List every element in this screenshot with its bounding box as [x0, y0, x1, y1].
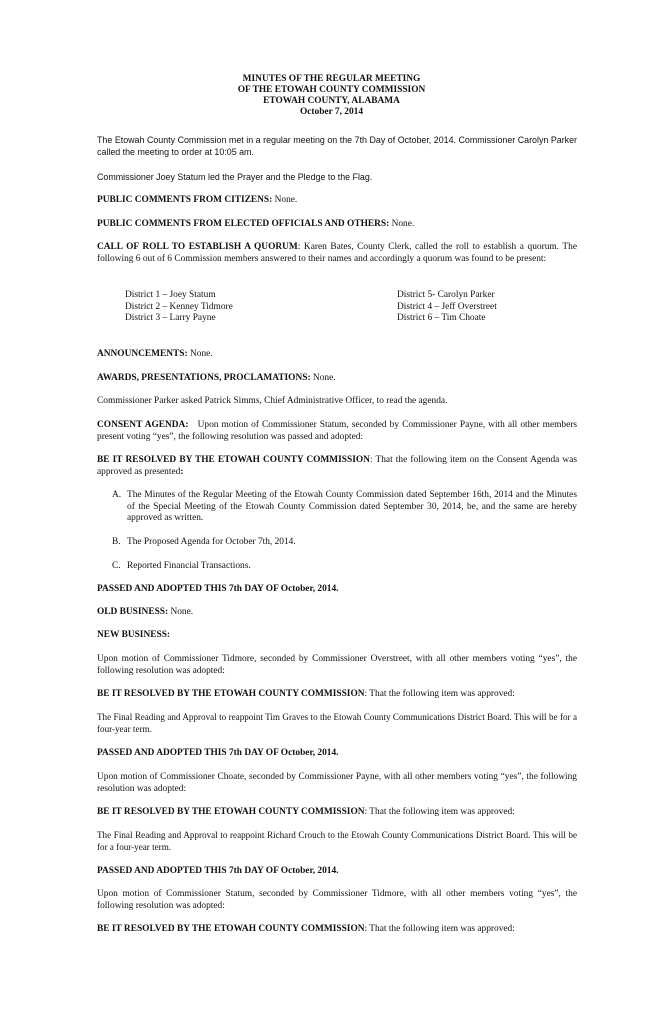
section-text: None. — [312, 373, 336, 383]
item-text: The Minutes of the Regular Meeting of the Etowah County Commission dated September 16th, 2014 and the Minutes of the Special Meeting of the Etowah County Commission dated September 30, 2014, be, and the same are hereby approved as written. — [127, 490, 577, 524]
item-1: The Final Reading and Approval to reappoint Tim Graves to the Etowah County Communications District Board. This will be for a four-year term. — [97, 712, 577, 734]
new-business-heading — [97, 630, 577, 642]
roll-left-column — [125, 290, 233, 325]
consent-item-a — [112, 490, 577, 525]
roll-entry: District 5- Carolyn Parker — [397, 290, 495, 300]
passed-1 — [97, 748, 577, 760]
section-label: CALL OF ROLL TO ESTABLISH A QUORUM — [97, 242, 298, 252]
section-label: AWARDS, PRESENTATIONS, PROCLAMATIONS: — [97, 373, 311, 383]
old-business — [97, 607, 577, 619]
item-letter: C. — [112, 561, 121, 571]
section-label: NEW BUSINESS: — [97, 630, 171, 640]
motion-3: Upon motion of Commissioner Statum, seconded by Commissioner Tidmore, with all other members voting “yes”, the following resolution was adopted: — [97, 889, 577, 911]
title-line-2: OF THE ETOWAH COUNTY COMMISSION — [237, 85, 426, 95]
section-label: CONSENT AGENDA: — [97, 420, 189, 430]
consent-agenda-paragraph — [97, 420, 577, 443]
awards — [97, 373, 577, 385]
roll-entry: District 6 – Tim Choate — [397, 313, 486, 324]
document-title — [0, 74, 663, 118]
resolution-label: BE IT RESOLVED BY THE ETOWAH COUNTY COMMISSION — [97, 924, 365, 934]
resolution-text: : That the following item was approved: — [364, 807, 515, 817]
passed-statement: PASSED AND ADOPTED THIS 7th DAY OF October, 2014. — [97, 748, 339, 758]
consent-item-c — [112, 561, 577, 573]
roll-right-column — [397, 290, 497, 325]
passed-statement: PASSED AND ADOPTED THIS 7th DAY OF October, 2014. — [97, 866, 339, 876]
item-letter: A. — [112, 490, 122, 500]
section-label: OLD BUSINESS: — [97, 607, 169, 617]
section-label: PUBLIC COMMENTS FROM ELECTED OFFICIALS AND OTHERS: — [97, 219, 390, 229]
title-line-3: ETOWAH COUNTY, ALABAMA — [263, 96, 400, 106]
resolution-text: : That the following item on the Consent Agenda was approved as presented — [97, 455, 577, 477]
item-text: The Proposed Agenda for October 7th, 2014. — [127, 537, 296, 547]
section-label: ANNOUNCEMENTS: — [97, 349, 188, 359]
resolution-1 — [97, 689, 577, 701]
resolution-label: BE IT RESOLVED BY THE ETOWAH COUNTY COMMISSION — [97, 689, 365, 699]
roll-entry: District 4 – Jeff Overstreet — [397, 301, 497, 312]
motion-1: Upon motion of Commissioner Tidmore, seconded by Commissioner Overstreet, with all other members voting “yes”, the following resolution was adopted: — [97, 654, 577, 676]
section-text: Upon motion of Commissioner Statum, seconded by Commissioner Payne, with all other members present voting “yes”, the following resolution was passed and adopted: — [97, 420, 578, 442]
title-line-1: MINUTES OF THE REGULAR MEETING — [242, 74, 421, 84]
public-comments-officials — [97, 219, 577, 231]
consent-resolution — [97, 455, 577, 478]
resolution-text: : That the following item was approved: — [364, 924, 515, 934]
roll-entry: District 3 – Larry Payne — [125, 313, 216, 324]
opening-paragraph: The Etowah County Commission met in a regular meeting on the 7th Day of October, 2014. Commissioner Carolyn Parker called the meeting to order at 10:05 am. — [97, 135, 577, 157]
resolution-colon: : — [180, 466, 184, 477]
section-text: None. — [170, 607, 194, 617]
roll-entry: District 2 – Kenney Tidmore — [125, 301, 233, 312]
agenda-read-paragraph: Commissioner Parker asked Patrick Simms, Chief Administrative Officer, to read the agenda. — [97, 396, 448, 406]
passed-2 — [97, 866, 577, 878]
item-letter: B. — [112, 537, 121, 547]
roll-call-paragraph — [97, 242, 577, 265]
section-label: PUBLIC COMMENTS FROM CITIZENS: — [97, 195, 273, 205]
item-2: The Final Reading and Approval to reappoint Richard Crouch to the Etowah County Communications District Board. This will be for a four-year term. — [97, 830, 577, 852]
resolution-2 — [97, 807, 577, 819]
resolution-text: : That the following item was approved: — [364, 689, 515, 699]
section-text: None. — [189, 349, 213, 359]
resolution-label: BE IT RESOLVED BY THE ETOWAH COUNTY COMMISSION — [97, 455, 370, 465]
resolution-3 — [97, 924, 577, 936]
consent-item-b — [112, 537, 577, 549]
section-text: : Karen Bates, County Clerk, called the roll to establish a quorum. The following 6 out of 6 Commission members answered to their names and accordingly a quorum was found to be present: — [97, 242, 577, 264]
motion-2: Upon motion of Commissioner Choate, seconded by Commissioner Payne, with all other members voting “yes”, the following resolution was adopted: — [97, 772, 577, 794]
resolution-label: BE IT RESOLVED BY THE ETOWAH COUNTY COMMISSION — [97, 807, 365, 817]
section-text: None. — [391, 219, 415, 229]
passed-statement: PASSED AND ADOPTED THIS 7th DAY OF October, 2014. — [97, 584, 339, 594]
public-comments-citizens — [97, 195, 577, 207]
title-date: October 7, 2014 — [299, 107, 364, 117]
prayer-paragraph: Commissioner Joey Statum led the Prayer and the Pledge to the Flag. — [97, 172, 373, 182]
announcements — [97, 349, 577, 361]
roll-entry: District 1 – Joey Statum — [125, 290, 216, 300]
item-text: Reported Financial Transactions. — [127, 561, 251, 571]
consent-passed — [97, 584, 577, 596]
section-text: None. — [274, 195, 298, 205]
